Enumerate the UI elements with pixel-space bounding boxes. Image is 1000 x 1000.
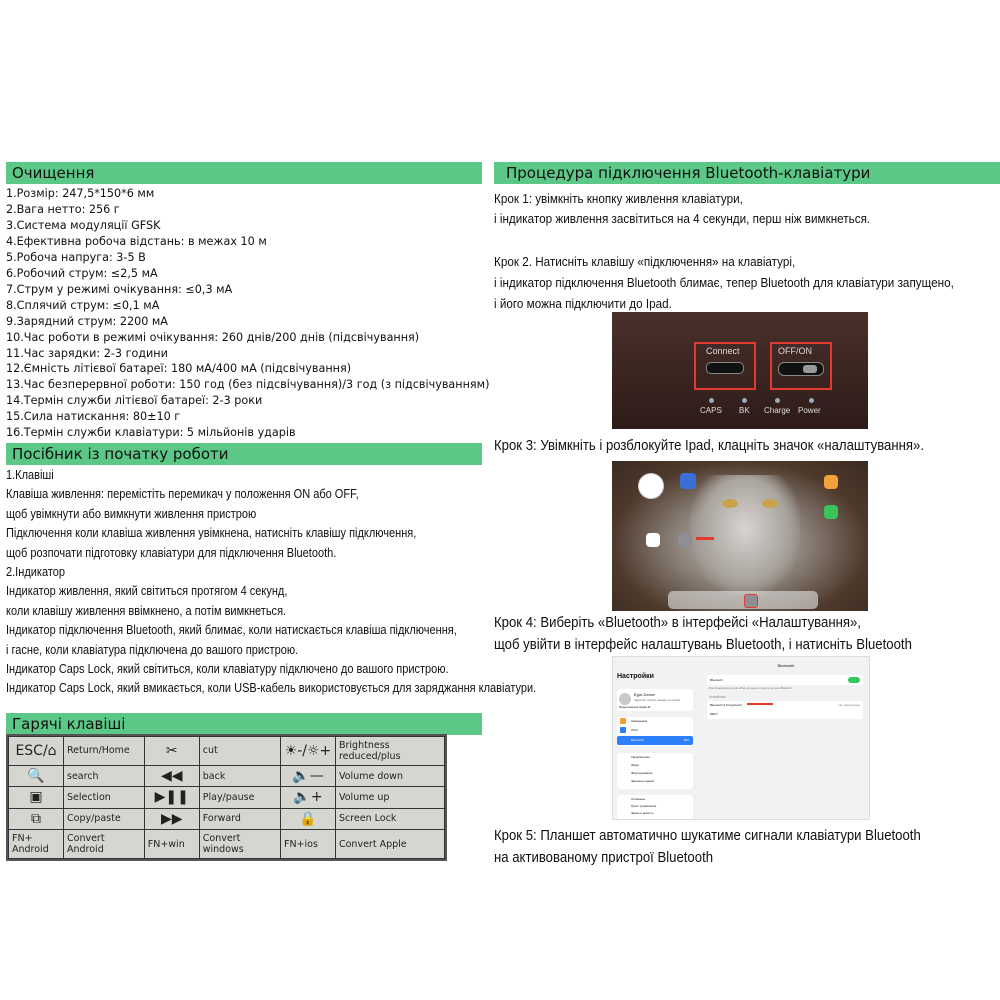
hotkey-icon: ✂ xyxy=(144,737,199,766)
device-keyboard-status: Не подключено xyxy=(838,703,860,707)
wifi-icon xyxy=(620,727,626,733)
spec-item: 10.Час роботи в режимі очікування: 260 днів/200 днів (підсвічування) xyxy=(6,330,420,344)
hotkey-row xyxy=(9,765,445,786)
procedure-header xyxy=(494,162,1000,184)
cat-face xyxy=(690,475,800,595)
hotkey-row xyxy=(9,787,445,808)
panel-title: Bluetooth xyxy=(777,663,795,668)
hotkey-label: FN+ Android xyxy=(9,830,64,859)
charge-label: Charge xyxy=(764,406,791,415)
guide-line: коли клавішу живлення ввімкнено, а потім вимкнеться. xyxy=(6,602,287,618)
ipad-settings-screenshot xyxy=(612,656,870,820)
devices-list xyxy=(707,701,863,719)
hotkey-row xyxy=(9,737,445,766)
step1-line1: Крок 1: увімкніть кнопку живлення клавіатури, xyxy=(494,191,743,206)
hotkey-icon: ◀◀ xyxy=(144,765,199,786)
step5-line2: на активованому пристрої Bluetooth xyxy=(494,850,714,866)
hotkeys-header xyxy=(6,713,482,735)
hotkey-label: Copy/paste xyxy=(64,808,145,829)
step1-line2: і індикатор живлення засвітиться на 4 секунди, перш ніж вимкнеться. xyxy=(494,211,871,226)
bt-toggle-row xyxy=(707,675,863,685)
hotkey-label: search xyxy=(64,765,145,786)
row-bluetooth-value: Вкл. xyxy=(684,738,690,742)
hotkey-icon: ▶❚❚ xyxy=(144,787,199,808)
guide-line: щоб увімкнути або вимкнути живлення пристрою xyxy=(6,505,257,521)
spec-item: 12.Ємність літієвої батареї: 180 мА/400 мА (підсвічування) xyxy=(6,362,352,376)
guide-line: Індикатор Caps Lock, який вмикається, коли USB-кабель використовується для заряджання клавіатури. xyxy=(6,680,537,696)
user-name: Egor Denov xyxy=(634,692,656,697)
hotkey-icon: ▣ xyxy=(9,787,64,808)
spec-item: 3.Система модуляції GFSK xyxy=(6,218,161,232)
power-label: Power xyxy=(798,406,821,415)
row-airplane: Авиарежим xyxy=(631,719,647,723)
hotkey-icon: ESC/⌂ xyxy=(9,737,64,766)
step4-line1: Крок 4: Виберіть «Bluetooth» в інтерфейсі «Налаштування», xyxy=(494,615,861,631)
hotkey-icon: ▶▶ xyxy=(144,808,199,829)
power-led xyxy=(809,398,814,403)
guide-line: щоб розпочати підготовку клавіатури для підключення Bluetooth. xyxy=(6,544,337,560)
dock xyxy=(668,591,818,609)
guide-line: Індикатор підключення Bluetooth, який блимає, коли натискається клавіша підключення, xyxy=(6,622,457,638)
app-icon-3 xyxy=(646,533,660,547)
red-arrow xyxy=(696,537,714,540)
device-keyboard[interactable]: Bluetooth 3.0 Keyboard xyxy=(710,703,742,707)
guide-line: і гасне, коли клавіатура підключена до вашого пристрою. xyxy=(6,641,299,657)
hotkey-row xyxy=(9,830,445,859)
hotkey-icon: 🔍 xyxy=(9,765,64,786)
bluetooth-panel xyxy=(703,657,869,820)
spec-item: 4.Ефективна робоча відстань: в межах 10 м xyxy=(6,234,267,248)
hotkey-label: Convert Apple xyxy=(335,830,444,859)
spec-item: 8.Сплячий струм: ≤0,1 мА xyxy=(6,298,160,312)
cleaning-header xyxy=(6,162,482,184)
caps-label: CAPS xyxy=(700,406,722,415)
hotkey-label: Convert Android xyxy=(64,830,145,859)
step5-line1: Крок 5: Планшет автоматично шукатиме сигнали клавіатури Bluetooth xyxy=(494,828,921,844)
bk-led xyxy=(742,398,747,403)
spec-item: 13.Час безперервної роботи: 150 год (без підсвічування)/3 год (з підсвічуванням) xyxy=(6,378,490,392)
row-notifications: Уведомления xyxy=(631,755,650,759)
bt-toggle[interactable] xyxy=(848,677,860,683)
cat-eye-right xyxy=(762,499,778,508)
cleaning-title: Очищення xyxy=(12,164,95,182)
hotkey-icon: ☀-/☼+ xyxy=(280,737,335,766)
procedure-title: Процедура підключення Bluetooth-клавіатури xyxy=(506,164,871,182)
guide-title: Посібник із початку роботи xyxy=(12,445,229,463)
hotkey-label: FN+win xyxy=(144,830,199,859)
app-icon-1 xyxy=(680,473,696,489)
hotkeys-title: Гарячі клавіші xyxy=(12,715,126,733)
hotkey-label: Selection xyxy=(64,787,145,808)
caps-led xyxy=(709,398,714,403)
settings-icon xyxy=(678,533,692,547)
cat-eye-left xyxy=(722,499,738,508)
keyboard-switch-photo xyxy=(612,312,868,429)
devices-header: УСТРОЙСТВА xyxy=(709,696,726,699)
step4-line2: щоб увійти в інтерфейс налаштувань Bluetooth, і натисніть Bluetooth xyxy=(494,637,912,653)
spec-item: 5.Робоча напруга: 3-5 В xyxy=(6,250,146,264)
bt-note: iPad обнаруживается как «iPad» во время открытия настроек Bluetooth. xyxy=(709,687,793,690)
row-general: Основные xyxy=(631,797,646,801)
guide-line: 2.Індикатор xyxy=(6,564,65,579)
app-icon-2 xyxy=(824,475,838,489)
step2-line3: і його можна підключити до Ipad. xyxy=(494,296,672,311)
step2-line1: Крок 2. Натисніть клавішу «підключення» на клавіатурі, xyxy=(494,254,796,269)
guide-line: Підключення коли клавіша живлення увімкнена, натисніть клавішу підключення, xyxy=(6,525,417,541)
settings-sidebar xyxy=(613,657,697,820)
hotkey-label: FN+ios xyxy=(280,830,335,859)
row-control-center: Пункт управления xyxy=(631,804,657,808)
notif-group xyxy=(617,753,693,789)
hotkey-label: Volume down xyxy=(335,765,444,786)
hotkey-label: cut xyxy=(199,737,280,766)
device-defy[interactable]: DEFY xyxy=(710,712,719,716)
red-arrow-device xyxy=(747,703,773,705)
row-wifi: Wi-Fi xyxy=(631,728,638,732)
hotkey-label: Volume up xyxy=(335,787,444,808)
row-display: Экран и яркость xyxy=(631,811,654,815)
dock-settings-icon xyxy=(744,594,758,608)
spec-item: 6.Робочий струм: ≤2,5 мА xyxy=(6,266,158,280)
spec-item: 2.Вага нетто: 256 г xyxy=(6,202,120,216)
onoff-switch xyxy=(778,362,824,376)
hotkey-label: Return/Home xyxy=(64,737,145,766)
charge-led xyxy=(775,398,780,403)
hotkey-label: Brightness reduced/plus xyxy=(335,737,444,766)
network-group xyxy=(617,717,693,747)
step2-line2: і індикатор підключення Bluetooth блимає, тепер Bluetooth для клавіатури запущено, xyxy=(494,275,954,290)
hotkey-icon: 🔈— xyxy=(280,765,335,786)
hotkey-label: Play/pause xyxy=(199,787,280,808)
row-sounds: Звуки xyxy=(631,763,639,767)
hotkey-icon: 🔒 xyxy=(280,808,335,829)
row-focus: Фокусирование xyxy=(631,771,653,775)
onoff-label: OFF/ON xyxy=(778,346,812,356)
row-bluetooth-label: Bluetooth xyxy=(631,738,644,742)
general-group xyxy=(617,795,693,819)
settings-header: Настройки xyxy=(617,673,654,680)
hotkey-label: Forward xyxy=(199,808,280,829)
hotkey-row xyxy=(9,808,445,829)
user-sub: Apple ID, iCloud, медиа и покупки xyxy=(634,698,681,702)
clock-widget xyxy=(638,473,664,499)
connect-label: Connect xyxy=(706,346,740,356)
spec-item: 15.Сила натискання: 80±10 г xyxy=(6,410,181,424)
hotkey-label: back xyxy=(199,765,280,786)
connect-button xyxy=(706,362,744,374)
avatar xyxy=(619,693,631,705)
step3-text: Крок 3: Увімкніть і розблокуйте Ipad, клацніть значок «налаштування». xyxy=(494,438,924,454)
airplane-icon xyxy=(620,718,626,724)
guide-header xyxy=(6,443,482,465)
guide-line: 1.Клавіші xyxy=(6,467,54,482)
spec-item: 1.Розмір: 247,5*150*6 мм xyxy=(6,187,155,200)
spec-item: 16.Термін служби клавіатури: 5 мільйонів ударів xyxy=(6,426,296,440)
spec-item: 14.Термін служби літієвої батареї: 2-3 роки xyxy=(6,394,263,408)
guide-line: Індикатор живлення, який світиться протягом 4 секунд, xyxy=(6,583,288,599)
hotkey-label: Convert windows xyxy=(199,830,280,859)
spec-item: 11.Час зарядки: 2-3 години xyxy=(6,346,168,360)
bk-label: BK xyxy=(739,406,750,415)
user-suggest: Предложения Apple ID xyxy=(619,705,651,709)
hotkey-label: Screen Lock xyxy=(335,808,444,829)
guide-line: Індикатор Caps Lock, який світиться, коли клавіатуру підключено до вашого пристрою. xyxy=(6,661,449,676)
hotkeys-table xyxy=(6,734,447,861)
spec-item: 9.Зарядний струм: 2200 мА xyxy=(6,314,168,328)
user-card xyxy=(617,689,693,711)
hotkey-icon: ⧉ xyxy=(9,808,64,829)
bt-toggle-label: Bluetooth xyxy=(710,678,723,682)
messages-icon xyxy=(824,505,838,519)
ipad-home-photo xyxy=(612,461,868,611)
guide-line: Клавіша живлення: перемістіть перемикач у положення ON або OFF, xyxy=(6,486,359,502)
hotkey-icon: 🔈+ xyxy=(280,787,335,808)
row-bluetooth[interactable] xyxy=(617,736,693,745)
row-screen-time: Экранное время xyxy=(631,779,654,783)
spec-item: 7.Струм у режимі очікування: ≤0,3 мА xyxy=(6,282,233,296)
